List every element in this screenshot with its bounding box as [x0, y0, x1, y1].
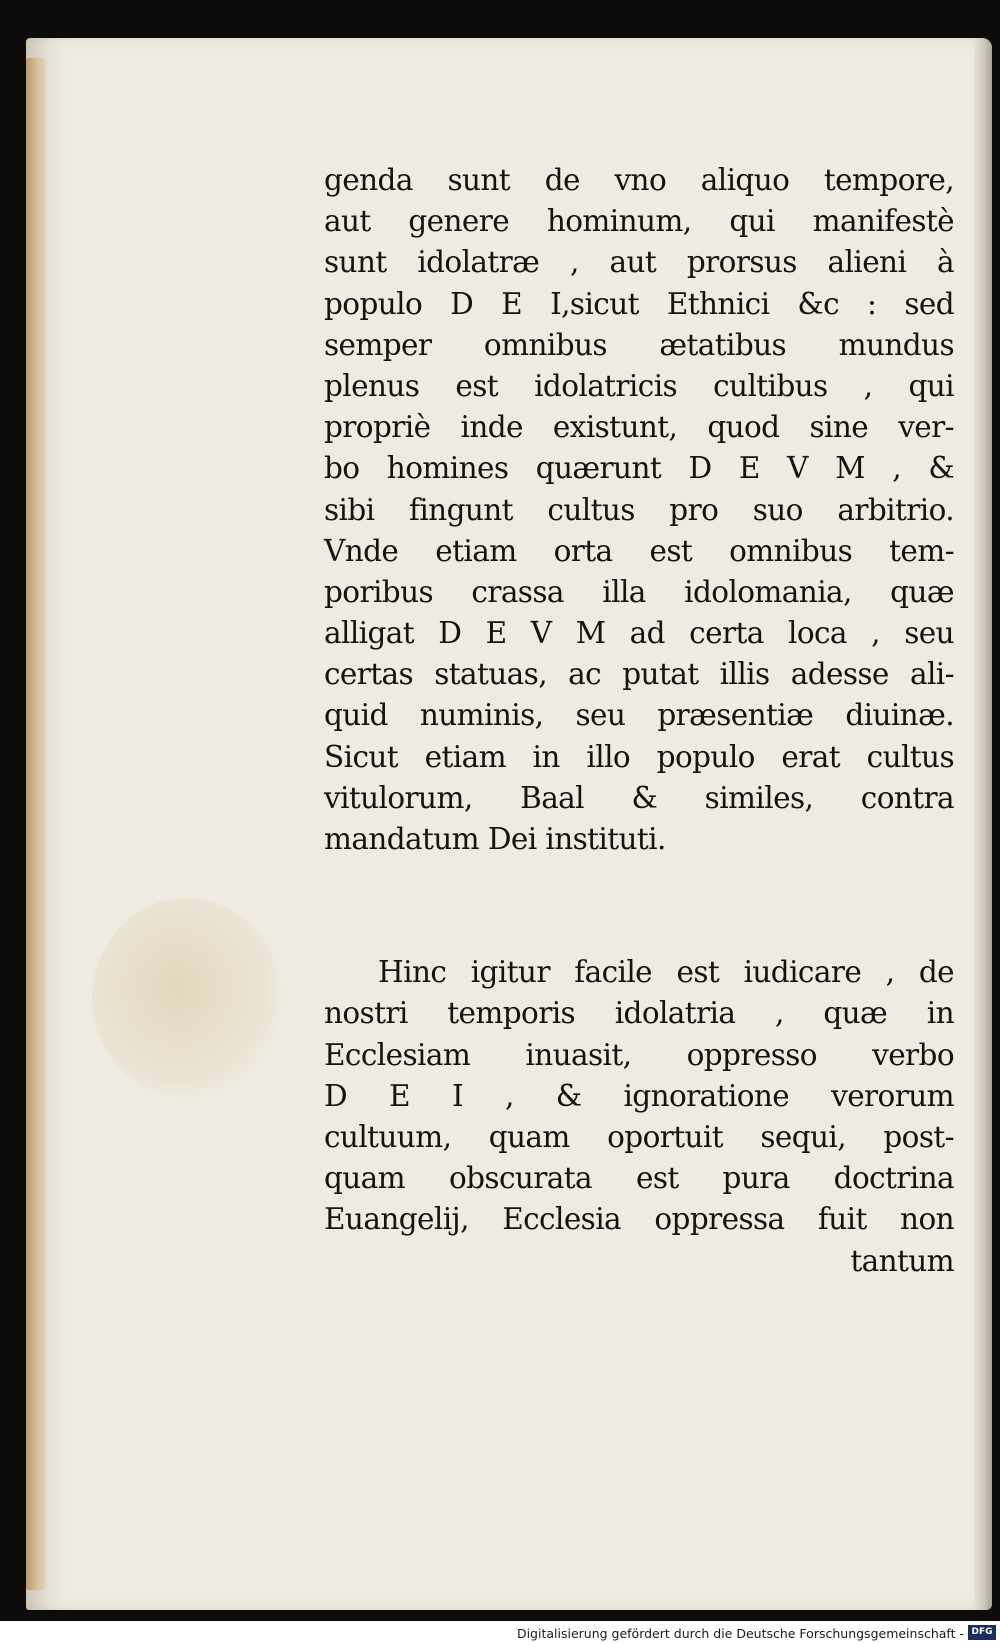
text-line: Sicut etiam in illo populo erat cultus — [324, 739, 954, 774]
text-line: genda sunt de vno aliquo tempore, — [324, 163, 954, 197]
page-gutter — [26, 58, 48, 1590]
text-line: aut genere hominum, qui manifestè — [324, 204, 954, 239]
text-line: propriè inde existunt, quod sine ver- — [324, 410, 954, 445]
page-fore-edge — [974, 38, 992, 1610]
paragraph-2 — [324, 952, 954, 1240]
water-stain — [92, 898, 282, 1098]
text-line: Euangelij, Ecclesia oppressa fuit non — [324, 1202, 954, 1237]
text-line: certas statuas, ac putat illis adesse ali- — [324, 657, 954, 692]
text-line: Vnde etiam orta est omnibus tem- — [324, 533, 954, 568]
paragraph-gap — [324, 860, 954, 952]
text-line: mandatum Dei instituti. — [324, 822, 666, 856]
text-line: populo D E I,sicut Ethnici &c : sed — [324, 286, 954, 321]
text-block — [324, 160, 954, 1282]
paragraph-1 — [324, 160, 954, 860]
catchword: tantum — [850, 1243, 954, 1278]
text-line: sunt idolatræ , aut prorsus alieni à — [324, 245, 954, 280]
text-line: semper omnibus ætatibus mundus — [324, 327, 954, 362]
text-line: sibi fingunt cultus pro suo arbitrio. — [324, 492, 954, 527]
funding-credit: Digitalisierung gefördert durch die Deutsche Forschungsgemeinschaft - — [516, 1626, 964, 1641]
text-line: vitulorum, Baal & similes, contra — [324, 780, 954, 815]
text-line: D E I , & ignoratione verorum — [324, 1078, 954, 1113]
text-line: plenus est idolatricis cultibus , qui — [324, 368, 954, 403]
text-line: Hinc igitur facile est iudicare , de — [378, 955, 954, 990]
footer-bar — [0, 1621, 1000, 1643]
text-line: quam obscurata est pura doctrina — [324, 1161, 954, 1196]
text-line: alligat D E V M ad certa loca , seu — [324, 616, 954, 651]
text-line: quid numinis, seu præsentiæ diuinæ. — [324, 698, 954, 733]
text-line: bo homines quærunt D E V M , & — [324, 451, 954, 486]
text-line: poribus crassa illa idolomania, quæ — [324, 574, 954, 609]
text-line: Ecclesiam inuasit, oppresso verbo — [324, 1037, 954, 1072]
dfg-logo: DFG — [968, 1625, 996, 1640]
text-line: cultuum, quam oportuit sequi, post- — [324, 1119, 954, 1154]
text-line: nostri temporis idolatria , quæ in — [324, 996, 954, 1031]
